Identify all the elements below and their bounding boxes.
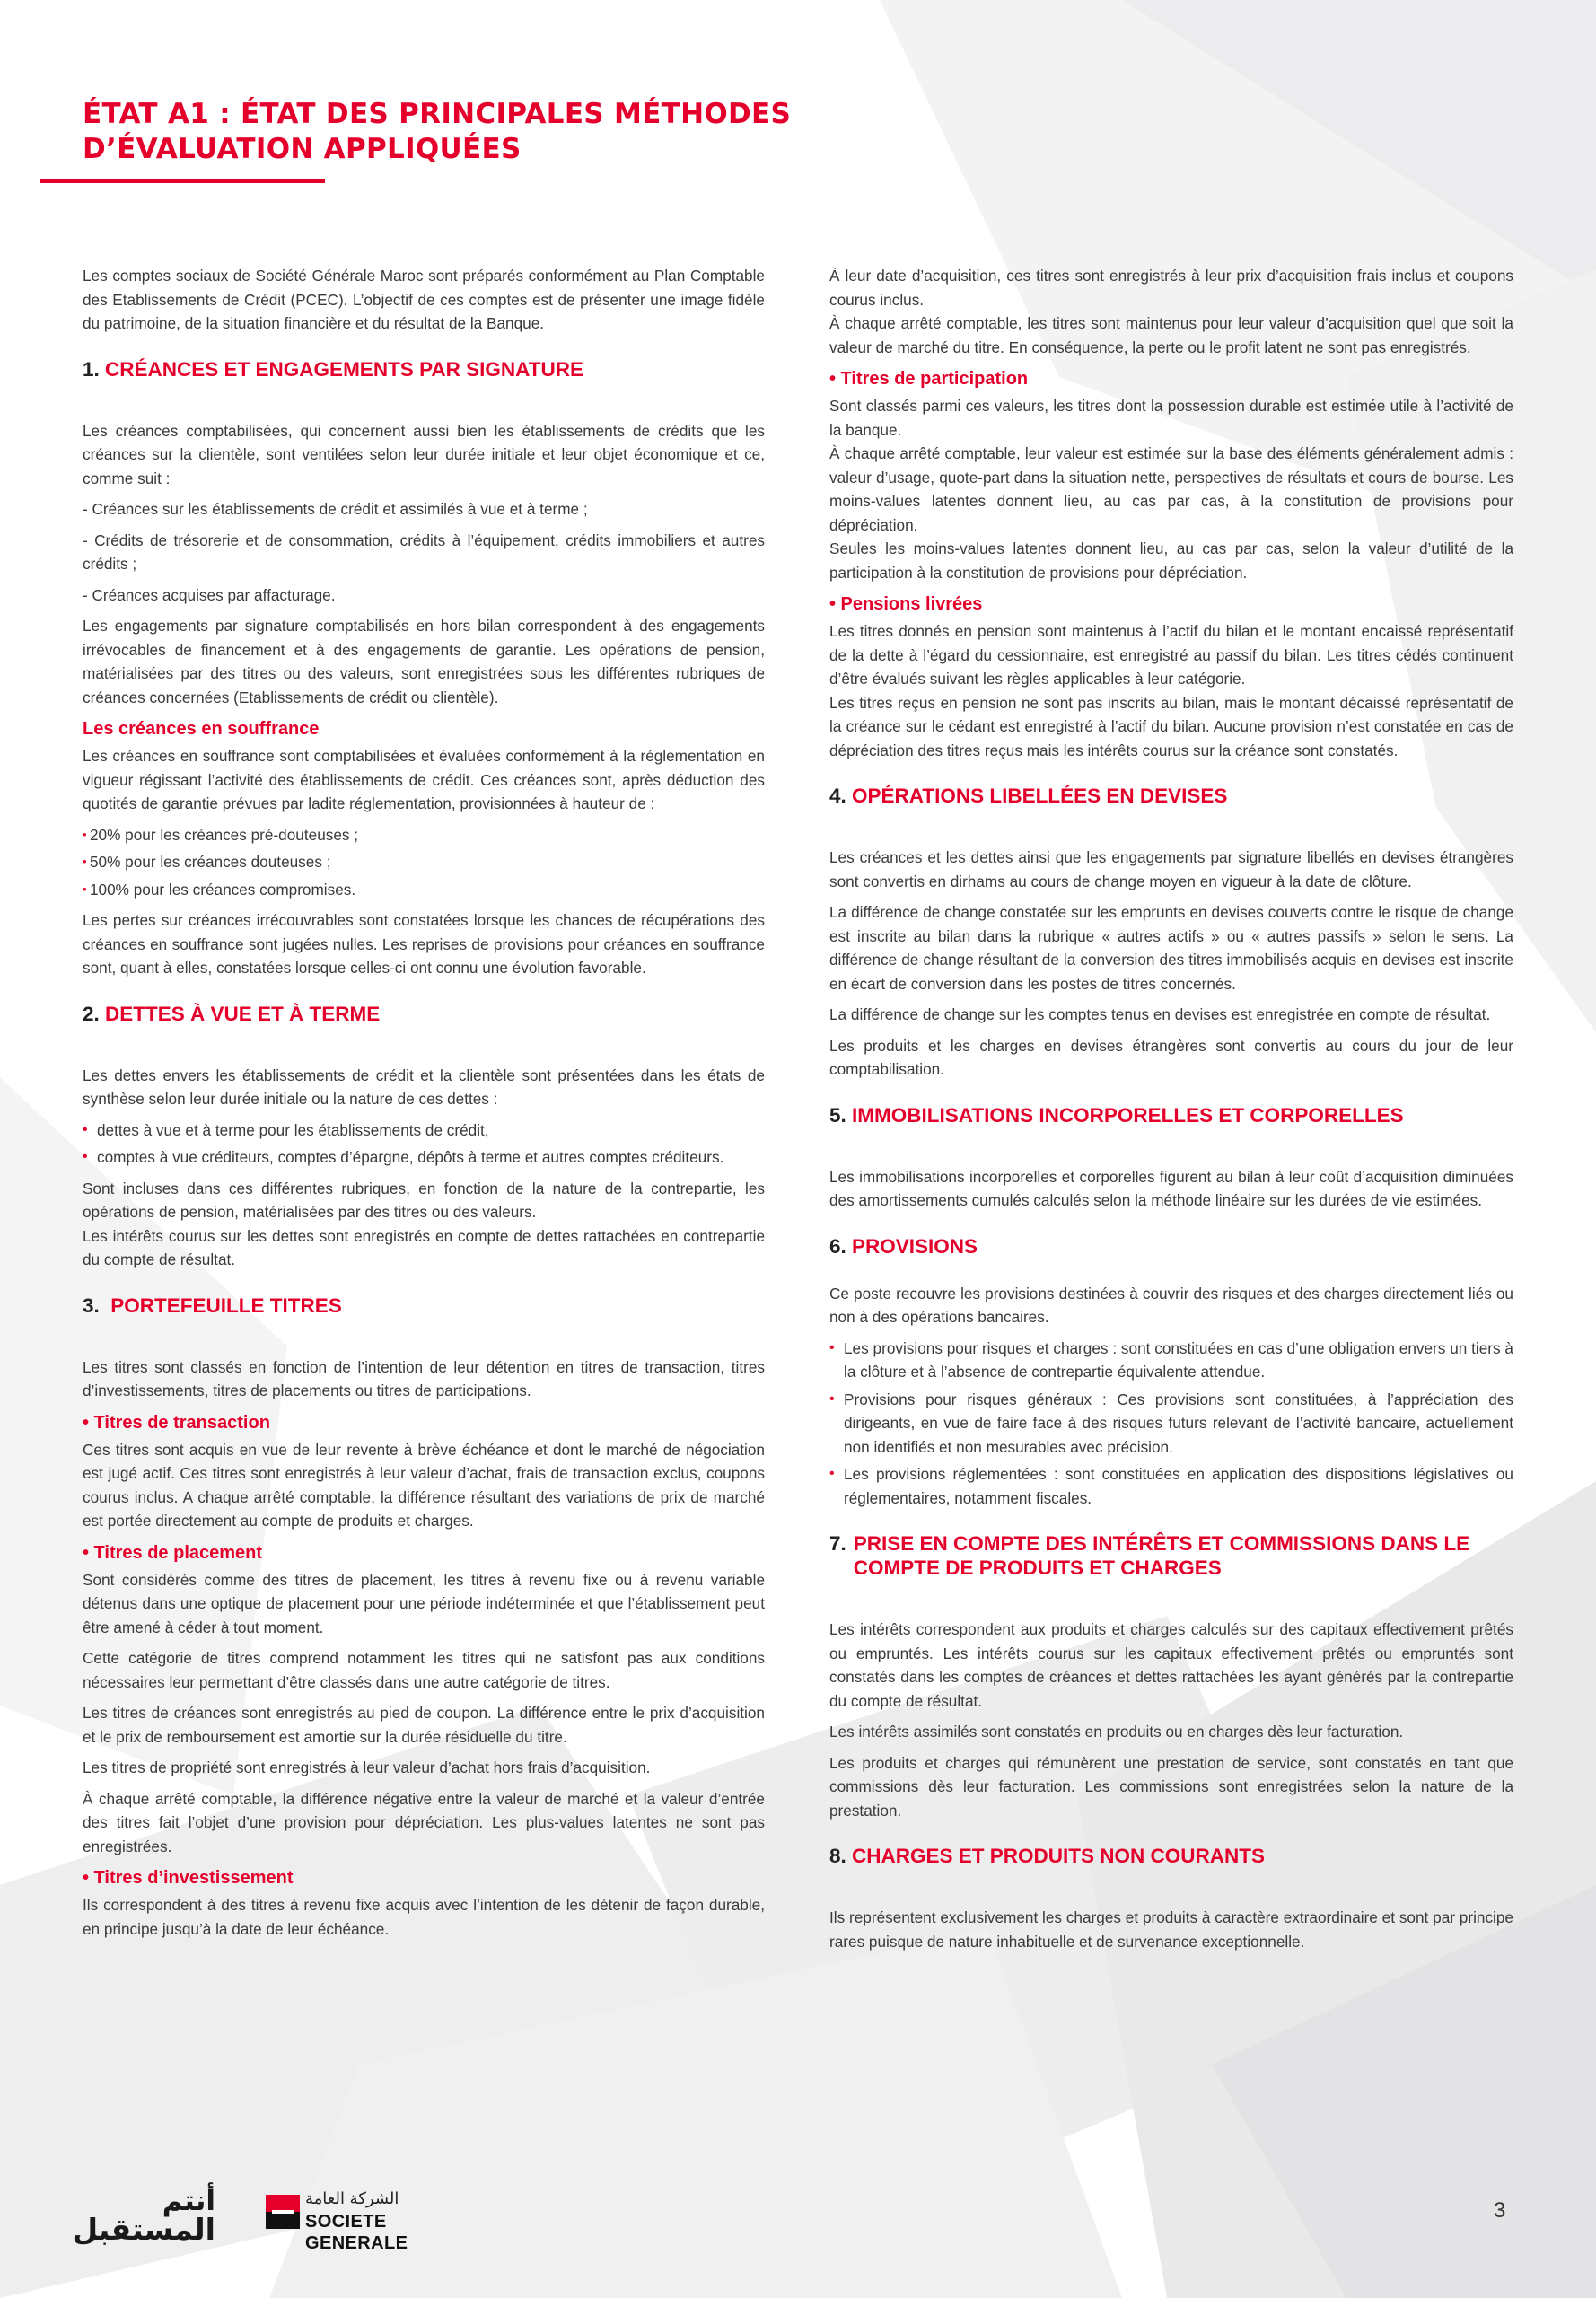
page-number: 3 — [1494, 2198, 1506, 2223]
section-3-paragraph: Cette catégorie de titres comprend notamment les titres qui ne satisfont pas aux conditions nécessaires leur permettant d’être classés dans une autre catégorie de titres. — [83, 1649, 765, 1691]
section-7-number: 7. — [829, 1532, 846, 1555]
section-4-title: OPÉRATIONS LIBELLÉES EN DEVISES — [852, 785, 1228, 807]
list-item: • Provisions pour risques généraux : Ces provisions sont constituées, à l’appréciation des dirigeants, en vue de faire face à des risques futurs relevant de l’activité bancaire, actuellement non identifiés et non mesurables avec précision. — [829, 1388, 1513, 1460]
participation-paragraph: Seules les moins-values latentes donnent lieu, au cas par cas, selon la valeur d’utilité de la participation à la constitution de provisions pour dépréciation. — [829, 539, 1513, 582]
section-3-paragraph: Les titres sont classés en fonction de l’intention de leur détention en titres de transaction, titres d’investissements, titres de placements ou titres de participations. — [83, 1357, 765, 1399]
section-7-paragraph: Les produits et charges qui rémunèrent une prestation de service, sont constatés en tant que commissions dès leur facturation. Les commissions sont enregistrées selon la nature de la prestation. — [829, 1753, 1513, 1820]
section-8-number: 8. — [829, 1845, 846, 1867]
list-item: • 50% pour les créances douteuses ; — [83, 850, 765, 874]
section-3-paragraph: Les titres de créances sont enregistrés au pied de coupon. La différence entre le prix d’acquisition et le prix de remboursement est amortie sur la durée résiduelle du titre. — [83, 1704, 765, 1746]
section-6-paragraph: Ce poste recouvre les provisions destinées à couvrir des risques et des charges directement liés ou non à des opérations bancaires. — [829, 1284, 1513, 1326]
section-7-paragraph: Les intérêts correspondent aux produits et charges calculés sur des capitaux effectivement prêtés ou empruntés. Les intérêts courus sur les capitaux effectivement prêtés ou empruntés sont constatés dans les comptes de créances et dettes rattachées les ayant générés par la contrepartie du compte de résultat. — [829, 1620, 1513, 1710]
section-7-paragraph: Les intérêts assimilés sont constatés en produits ou en charges dès leur facturation. — [829, 1723, 1404, 1741]
section-6-number: 6. — [829, 1234, 846, 1258]
section-3-paragraph: Ils correspondent à des titres à revenu fixe acquis avec l’intention de les détenir de façon durable, en principe jusqu’à la date de leur échéance. — [83, 1896, 765, 1938]
section-4-paragraph: Les produits et les charges en devises étrangères sont convertis au cours du jour de leur comptabilisation. — [829, 1036, 1513, 1078]
section-1-title: CRÉANCES ET ENGAGEMENTS PAR SIGNATURE — [105, 357, 583, 381]
section-2-title: DETTES À VUE ET À TERME — [105, 1002, 381, 1025]
section-6-heading — [829, 1234, 1513, 1259]
pensions-paragraph: Les titres reçus en pension ne sont pas inscrits au bilan, mais le montant décaissé représentatif de la créance sur le cédant est enregistré à l’actif du bilan. Aucune provision n’est constatée en cas de dépréciation des titres reçus mais les intérêts courus sur la créance sont constatés. — [829, 693, 1513, 759]
section-1-dash-item: - Créances sur les établissements de crédit et assimilés à vue et à terme ; — [83, 500, 588, 518]
participation-paragraph: À chaque arrêté comptable, leur valeur est estimée sur la base des éléments généralement admis : valeur d’usage, quote-part dans la situation nette, perspectives de résultats et cours de bourse. Les moins-values latentes donnent lieu, au cas par cas, à la constitution de provisions pour dépréciation. — [829, 444, 1513, 534]
section-1-dash-item: - Crédits de trésorerie et de consommation, crédits à l’équipement, crédits immobiliers et autres crédits ; — [83, 531, 765, 573]
section-2-heading — [83, 1002, 765, 1026]
page-title-line-2: D’ÉVALUATION APPLIQUÉES — [83, 133, 522, 165]
section-1-dash-item: - Créances acquises par affacturage. — [83, 585, 336, 604]
section-1-paragraph: Les engagements par signature comptabilisés en hors bilan correspondent à des engagements irrévocables de financement et à des engagements de garantie. Les opérations de pension, matérialisées par des titres ou des valeurs, sont enregistrées sous les différentes rubriques de créances concernées (Etablissements de crédit ou clientèle). — [83, 617, 765, 706]
list-item: • dettes à vue et à terme pour les établissements de crédit, — [83, 1118, 765, 1143]
arabic-slogan-line-2: المستقبل — [72, 2212, 215, 2247]
arabic-slogan-line-1: أنتم — [162, 2185, 215, 2217]
bank-name-arabic: الشركة العامة — [305, 2189, 399, 2208]
section-8-title: CHARGES ET PRODUITS NON COURANTS — [852, 1845, 1266, 1867]
left-column — [83, 264, 765, 1948]
arabic-slogan-logo — [72, 2185, 215, 2249]
list-item: • Les provisions pour risques et charges : sont constituées en cas d’une obligation envers un tiers à la clôture et à l’absence de contrepartie équivalente attendue. — [829, 1337, 1513, 1384]
section-3-paragraph: Ces titres sont acquis en vue de leur revente à brève échéance et dont le marché de négociation est jugé actif. Ces titres sont enregistrés à leur valeur d’achat, frais de transaction exclus, coupons courus inclus. A chaque arrêté comptable, la différence résultant des variations de prix de marché est portée directement au compte de produits et charges. — [83, 1440, 765, 1530]
section-5-title: IMMOBILISATIONS INCORPORELLES ET CORPORELLES — [852, 1103, 1404, 1127]
section-4-number: 4. — [829, 785, 846, 807]
section-3-subheading: • Titres de placement — [83, 1542, 263, 1563]
list-item: • comptes à vue créditeurs, comptes d’épargne, dépôts à terme et autres comptes créditeurs. — [83, 1145, 765, 1170]
societe-generale-logo-icon — [266, 2195, 300, 2229]
section-4-paragraph: La différence de change constatée sur les emprunts en devises couverts contre le risque de change est inscrite au bilan dans la rubrique « autres actifs » ou « autres passifs » selon le sens. La différence de change résultant de la conversion des titres immobilisés acquis en devises est inscrite en écart de conversion dans les postes de titres concernés. — [829, 903, 1513, 993]
section-1-number: 1. — [83, 357, 100, 381]
section-3-title: PORTEFEUILLE TITRES — [110, 1294, 342, 1317]
section-2-number: 2. — [83, 1002, 100, 1025]
section-4-heading — [829, 784, 1513, 808]
section-1-heading — [83, 357, 765, 382]
section-3-paragraph: Sont considérés comme des titres de placement, les titres à revenu fixe ou à revenu variable détenus dans une optique de placement pour une période indéterminée et que l’établissement peut être amené à céder à tout moment. — [83, 1570, 765, 1636]
section-3-number: 3. — [83, 1294, 100, 1317]
section-3-heading — [83, 1294, 765, 1318]
section-4-paragraph: La différence de change sur les comptes tenus en devises est enregistrée en compte de résultat. — [829, 1005, 1491, 1023]
pensions-paragraph: Les titres donnés en pension sont maintenus à l’actif du bilan et le montant encaissé représentatif de la dette à l’égard du cessionnaire, est enregistré au passif du bilan. Les titres cédés continuent d’être évalués suivant les règles applicables à leur catégorie. — [829, 622, 1513, 688]
section-5-paragraph: Les immobilisations incorporelles et corporelles figurent au bilan à leur coût d’acquisition diminuées des amortissements cumulés calculés selon la méthode linéaire sur les durées de vie estimées. — [829, 1167, 1513, 1209]
section-2-paragraph: Les dettes envers les établissements de crédit et la clientèle sont présentées dans les états de synthèse selon leur durée initiale ou la nature de ces dettes : — [83, 1066, 765, 1108]
intro-paragraph: Les comptes sociaux de Société Générale Maroc sont préparés conformément au Plan Comptable des Etablissements de Crédit (PCEC). L’objectif de ces comptes est de présenter une image fidèle du patrimoine, de la situation financière et du résultat de la Banque. — [83, 267, 765, 332]
section-5-heading — [829, 1103, 1513, 1127]
section-3-subheading: • Titres de transaction — [83, 1412, 270, 1433]
section-2-paragraph: Sont incluses dans ces différentes rubriques, en fonction de la nature de la contrepartie, les opérations de pension, matérialisées par des titres ou des valeurs. — [83, 1179, 765, 1221]
list-item: • 100% pour les créances compromises. — [83, 878, 765, 902]
section-7-heading — [829, 1531, 1513, 1580]
section-1-paragraph: Les pertes sur créances irrécouvrables sont constatées lorsque les chances de récupérations des créances en souffrance sont jugées nulles. Les reprises de provisions pour créances en souffrance sont, quant à elles, constatées lorsque celles-ci ont connu une évolution favorable. — [83, 911, 765, 977]
provisions-list — [829, 1337, 1513, 1511]
section-7-title: PRISE EN COMPTE DES INTÉRÊTS ET COMMISSIONS DANS LE COMPTE DE PRODUITS ET CHARGES — [853, 1532, 1470, 1579]
participation-paragraph: Sont classés parmi ces valeurs, les titres dont la possession durable est estimée utile à l’activité de la banque. — [829, 397, 1513, 439]
list-item: • Les provisions réglementées : sont constituées en application des dispositions législatives ou réglementaires, notamment fiscales. — [829, 1462, 1513, 1510]
section-1-subheading: Les créances en souffrance — [83, 719, 320, 739]
page-title-line-1: ÉTAT A1 : ÉTAT DES PRINCIPALES MÉTHODES — [83, 98, 792, 130]
section-8-paragraph: Ils représentent exclusivement les charges et produits à caractère extraordinaire et sont par principe rares puisque de nature inhabituelle et de survenance exceptionnelle. — [829, 1908, 1513, 1951]
section-2-paragraph: Les intérêts courus sur les dettes sont enregistrés en compte de dettes rattachées en contrepartie du compte de résultat. — [83, 1226, 765, 1268]
section-8-heading — [829, 1844, 1513, 1868]
debts-list — [83, 1118, 765, 1170]
section-5-number: 5. — [829, 1103, 846, 1127]
investment-paragraph: À chaque arrêté comptable, les titres sont maintenus pour leur valeur d’acquisition quel que soit la valeur de marché du titre. En conséquence, la perte ou le profit latent ne sont pas enregistrés. — [829, 314, 1513, 356]
footer — [72, 2185, 458, 2253]
section-3-paragraph: Les titres de propriété sont enregistrés à leur valeur d’achat hors frais d’acquisition. — [83, 1759, 651, 1776]
title-underline — [40, 179, 325, 183]
investment-paragraph: À leur date d’acquisition, ces titres sont enregistrés à leur prix d’acquisition frais inclus et coupons courus inclus. — [829, 267, 1513, 309]
page-title — [83, 97, 1070, 167]
section-4-paragraph: Les créances et les dettes ainsi que les engagements par signature libellés en devises étrangères sont convertis en dirhams au cours de change moyen en vigueur à la date de clôture. — [829, 848, 1513, 890]
right-column — [829, 264, 1513, 1960]
section-6-title: PROVISIONS — [852, 1234, 978, 1258]
pensions-subheading: • Pensions livrées — [829, 594, 983, 614]
section-3-paragraph: À chaque arrêté comptable, la différence négative entre la valeur de marché et la valeur d’entrée des titres fait l’objet d’une provision pour dépréciation. Les plus-values latentes ne sont pas enregistrées. — [83, 1789, 765, 1855]
list-item: • 20% pour les créances pré-douteuses ; — [83, 823, 765, 847]
section-1-paragraph: Les créances en souffrance sont comptabilisées et évaluées conformément à la réglementation en vigueur régissant l’activité des établissements de crédit. Ces créances sont, après déduction des quotités de garantie prévues par ladite réglementation, provisionnées à hauteur de : — [83, 747, 765, 812]
section-1-paragraph: Les créances comptabilisées, qui concernent aussi bien les établissements de crédits que les créances sur la clientèle, sont ventilées selon leur durée initiale et leur objet économique et ce, comme suit : — [83, 421, 765, 487]
provision-rates-list — [83, 823, 765, 902]
section-3-subheading: • Titres d’investissement — [83, 1868, 294, 1888]
bank-name: SOCIETE GENERALE — [305, 2212, 408, 2253]
participation-subheading: • Titres de participation — [829, 369, 1029, 389]
